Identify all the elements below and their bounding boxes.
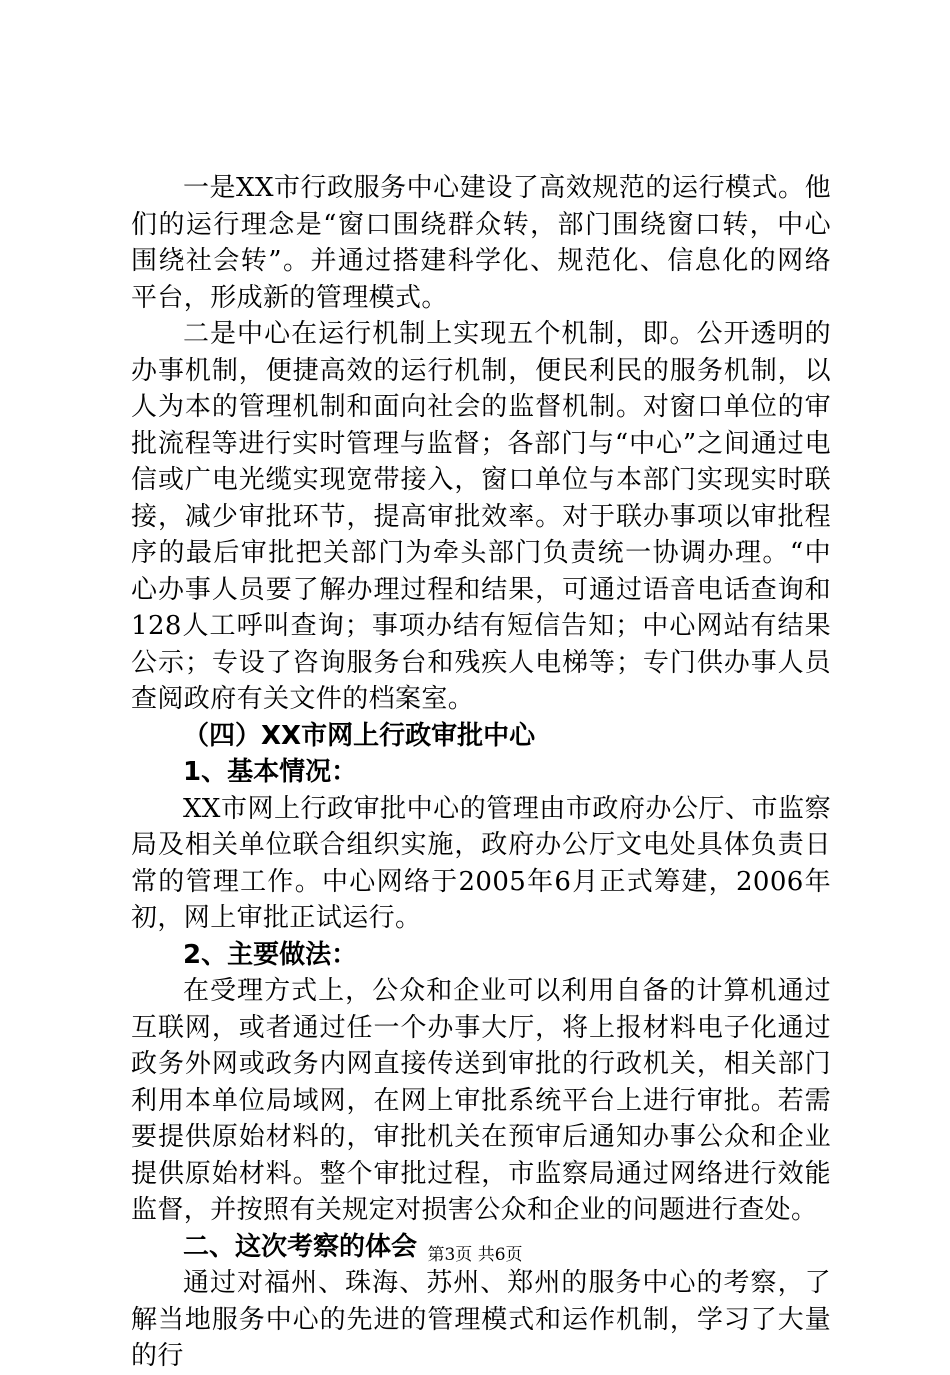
paragraph-main-practices: 在受理方式上，公众和企业可以利用自备的计算机通过互联网，或者通过任一个办事大厅，将上报材料电子化通过政务外网或政务内网直接传送到审批的行政机关，相关部门利用本单位局域网，在网上审批系统平台上进行审批。若需要提供原始材料的，审批机关在预审后通知办事公众和企业提供原始材料。整个审批过程，市监察局通过网络进行效能监督，并按照有关规定对损害公众和企业的问题进行查处。	[131, 976, 831, 1225]
paragraph-five-mechanisms: 二是中心在运行机制上实现五个机制，即。公开透明的办事机制，便捷高效的运行机制，便民利民的服务机制，以人为本的管理机制和面向社会的监督机制。对窗口单位的审批流程等进行实时管理与监督；各部门与“中心”之间通过电信或广电光缆实现宽带接入，窗口单位与本部门实现实时联接，减少审批环节，提高审批效率。对于联办事项以审批程序的最后审批把关部门为牵头部门负责统一协调办理。“中心办事人员要了解办理过程和结果，可通过语音电话查询和128人工呼叫查询；事项办结有短信告知；中心网站有结果公示；专设了咨询服务台和残疾人电梯等；专门供办事人员查阅政府有关文件的档案室。	[131, 319, 831, 714]
document-body	[131, 170, 831, 1375]
section-heading-online-approval-center: （四）XX市网上行政审批中心	[183, 720, 536, 751]
subheading-main-practices: 2、主要做法：	[183, 939, 358, 970]
paragraph-operating-mode: 一是XX市行政服务中心建设了高效规范的运行模式。他们的运行理念是“窗口围绕群众转，部门围绕窗口转，中心围绕社会转”。并通过搭建科学化、规范化、信息化的网络平台，形成新的管理模式。	[131, 173, 831, 313]
paragraph-reflections: 通过对福州、珠海、苏州、郑州的服务中心的考察，了解当地服务中心的先进的管理模式和运作机制，学习了大量的行	[131, 1268, 831, 1371]
subheading-basic-situation: 1、基本情况：	[183, 757, 358, 787]
paragraph-basic-situation: XX市网上行政审批中心的管理由市政府办公厅、市监察局及相关单位联合组织实施，政府办公厅文电处具体负责日常的管理工作。中心网络于2005年6月正式筹建，2006年初，网上审批正试运行。	[131, 793, 831, 933]
section-heading-reflections: 二、这次考察的体会	[183, 1231, 418, 1262]
page-number-footer: 第3页 共6页	[427, 1245, 523, 1265]
